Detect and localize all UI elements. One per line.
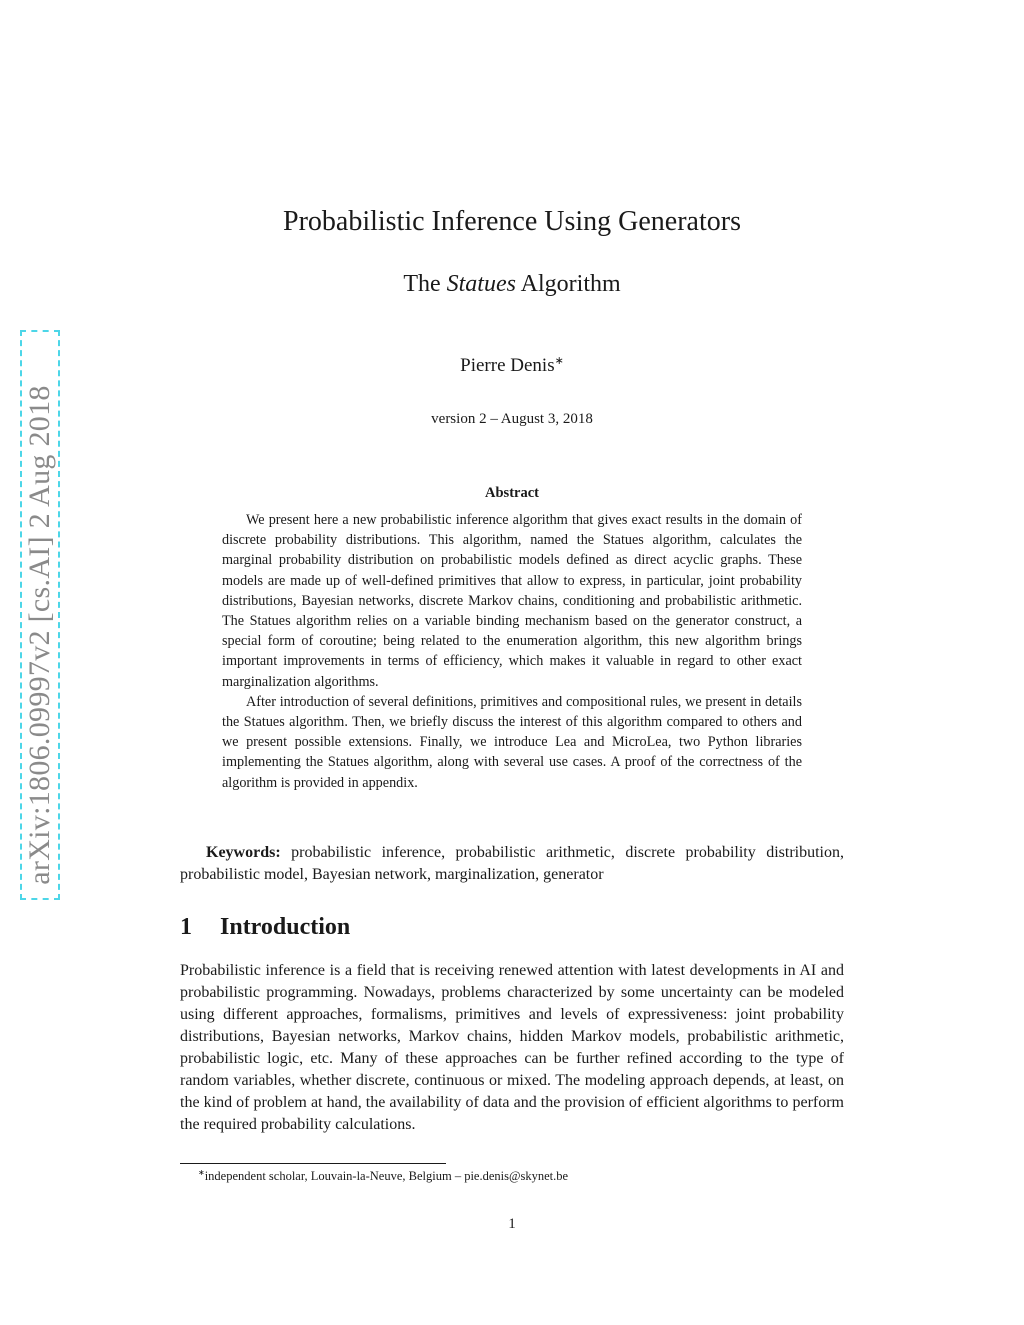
page-number: 1 (508, 1216, 516, 1232)
keywords-text: probabilistic inference, probabilistic arithmetic, discrete probability distribution, probabilistic model, Bayesian network, marginalization, generator (180, 844, 845, 883)
paper-title: Probabilistic Inference Using Generators (283, 206, 741, 237)
author (0, 354, 1024, 377)
section-number: 1 (180, 914, 192, 940)
keywords (180, 842, 844, 886)
abstract-paragraph: We present here a new probabilistic inference algorithm that gives exact results in the domain of discrete probability distributions. This algorithm, named the Statues algorithm, calculates the marginal probability distribution on probabilistic models defined as direct acyclic graphs. These models are made up of well-defined primitives that allow to express, in particular, joint probability distributions, Bayesian networks, discrete Markov chains, conditioning and probabilistic arithmetic. The Statues algorithm relies on a variable binding mechanism based on the generator construct, a special form of coroutine; being related to the enumeration algorithm, this new algorithm brings important improvements in terms of efficiency, which makes it valuable in regard to other exact marginalization algorithms. (222, 512, 802, 690)
introduction-paragraph: Probabilistic inference is a field that is receiving renewed attention with latest developments in AI and probabilistic programming. Nowadays, problems characterized by some uncertainty can be modeled using different approaches, formalisms, primitives and levels of expressiveness: joint probability distributions, Bayesian networks, Markov chains, hidden Markov models, probabilistic arithmetic, probabilistic logic, etc. Many of these approaches can be further refined according to the type of random variables, whether discrete, continuous or mixed. The modeling approach depends, at least, on the kind of problem at hand, the availability of data and the provision of efficient algorithms to perform the required probability calculations. (180, 962, 844, 1133)
abstract-heading: Abstract (485, 485, 539, 501)
subtitle-emphasis: Statues (446, 271, 516, 297)
version-date: version 2 – August 3, 2018 (431, 411, 593, 427)
section-heading (180, 914, 350, 941)
author-footnote-mark: ∗ (554, 355, 564, 367)
footnote-mark: ∗ (198, 1168, 205, 1177)
footnote (198, 1168, 568, 1184)
section-title: Introduction (220, 914, 351, 940)
abstract-paragraph: After introduction of several definitions, primitives and compositional rules, we present in details the Statues algorithm. Then, we briefly discuss the interest of this algorithm compared to others and we present possible extensions. Finally, we introduce Lea and MicroLea, two Python libraries implementing the Statues algorithm, along with several use cases. A proof of the correctness of the algorithm is provided in appendix. (222, 693, 802, 791)
author-name: Pierre Denis (460, 355, 555, 376)
subtitle-suffix: Algorithm (520, 271, 621, 297)
footnote-text: independent scholar, Louvain-la-Neuve, Belgium – pie.denis@skynet.be (204, 1169, 569, 1183)
abstract (222, 510, 802, 793)
arxiv-stamp: arXiv:1806.09997v2 [cs.AI] 2 Aug 2018 (23, 385, 56, 885)
paper-subtitle (0, 271, 1024, 298)
keywords-label: Keywords: (206, 844, 281, 861)
footnote-rule (180, 1163, 446, 1164)
introduction-body (180, 960, 844, 1136)
subtitle-prefix: The (403, 271, 441, 297)
